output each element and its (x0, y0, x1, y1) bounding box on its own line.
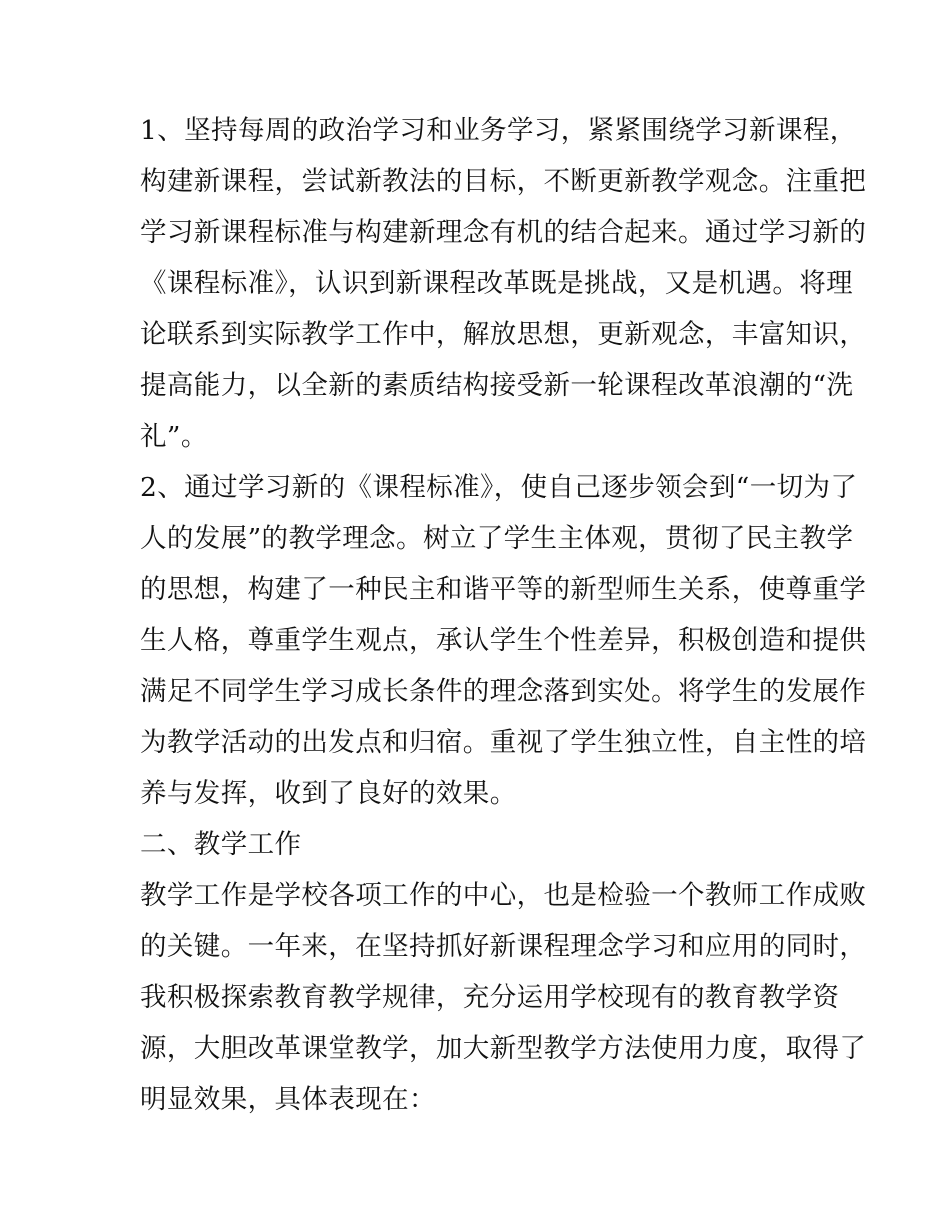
text-line: 2、通过学习新的《课程标准》，使自己逐步领会到“一切为了 (140, 472, 858, 503)
paragraph-point-2 (140, 462, 867, 819)
text-line: 论联系到实际教学工作中，解放思想，更新观念，丰富知识， (140, 319, 867, 350)
text-line: 养与发挥，收到了良好的效果。 (140, 778, 517, 809)
text-line: 学习新课程标准与构建新理念有机的结合起来。通过学习新的 (140, 217, 867, 248)
section-heading-text: 二、教学工作 (140, 829, 302, 860)
text-line: 满足不同学生学习成长条件的理念落到实处。将学生的发展作 (140, 676, 867, 707)
text-line: 的关键。一年来，在坚持抓好新课程理念学习和应用的同时， (140, 931, 867, 962)
document-body (140, 105, 867, 1125)
text-line: 教学工作是学校各项工作的中心，也是检验一个教师工作成败 (140, 880, 867, 911)
text-line: 我积极探索教育教学规律，充分运用学校现有的教育教学资 (140, 982, 840, 1013)
paragraph-teaching-intro (140, 870, 867, 1125)
text-line: 源，大胆改革课堂教学，加大新型教学方法使用力度，取得了 (140, 1033, 867, 1064)
section-heading-teaching-work (140, 819, 812, 870)
paragraph-point-1 (140, 105, 867, 462)
text-line: 的思想，构建了一种民主和谐平等的新型师生关系，使尊重学 (140, 574, 867, 605)
text-line: 生人格，尊重学生观点，承认学生个性差异，积极创造和提供 (140, 625, 867, 656)
text-line: 1、坚持每周的政治学习和业务学习，紧紧围绕学习新课程， (140, 115, 857, 146)
text-line: 构建新课程，尝试新教法的目标，不断更新教学观念。注重把 (140, 166, 867, 197)
text-line: 人的发展”的教学理念。树立了学生主体观，贯彻了民主教学 (140, 523, 854, 554)
text-line: 明显效果，具体表现在： (140, 1084, 436, 1115)
text-line: 礼”。 (140, 421, 208, 452)
text-line: 为教学活动的出发点和归宿。重视了学生独立性，自主性的培 (140, 727, 867, 758)
text-line: 提高能力，以全新的素质结构接受新一轮课程改革浪潮的“洗 (140, 370, 854, 401)
text-line: 《课程标准》，认识到新课程改革既是挑战，又是机遇。将理 (140, 268, 854, 299)
